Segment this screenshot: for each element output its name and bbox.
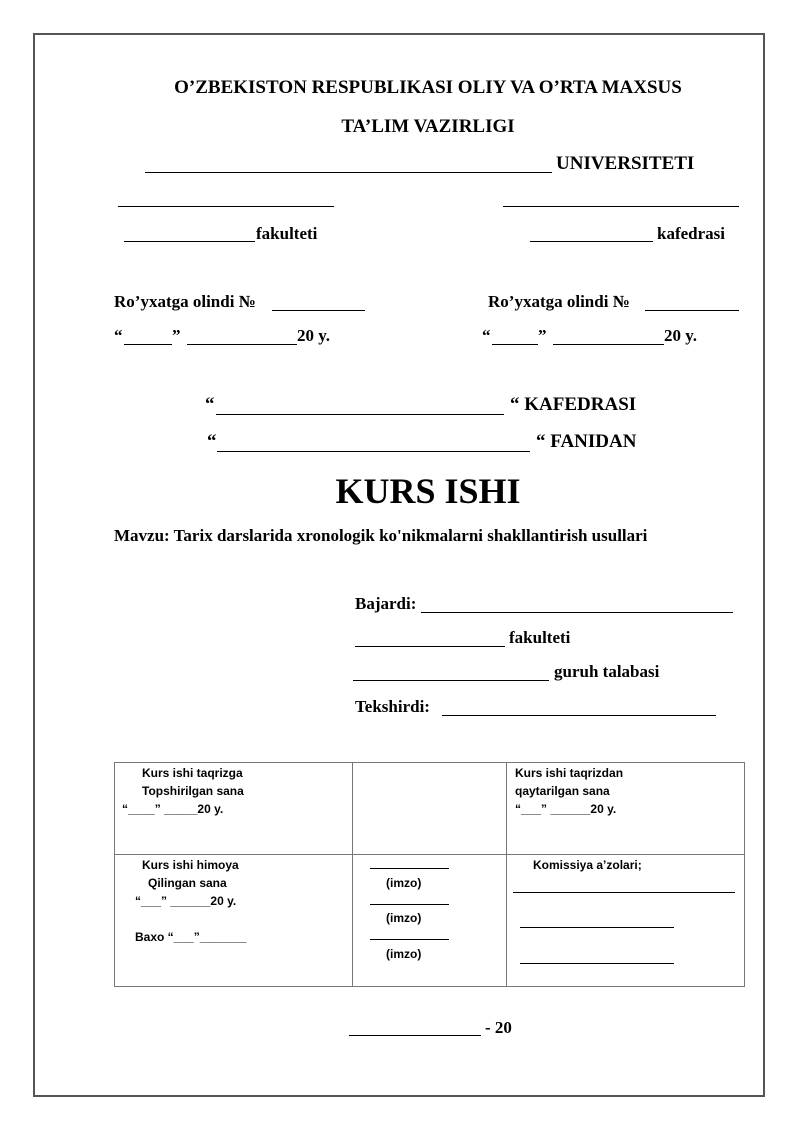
- signatures-cell: [353, 855, 507, 987]
- empty-cell: [353, 763, 507, 855]
- faculty-blank: [124, 241, 255, 242]
- topic-text: Mavzu: Tarix darslarida xronologik ko'nikmalarni shakllantirish usullari: [114, 526, 648, 545]
- defense-date: “___” ______20 y.: [135, 894, 237, 908]
- kafedra-name-blank: [216, 414, 504, 415]
- grade-field: Baxo “___”_______: [135, 930, 247, 944]
- document-title: KURS ISHI: [335, 471, 521, 511]
- commission-label: Komissiya a’zolari;: [533, 858, 642, 872]
- right-blank-line: [503, 206, 739, 207]
- signature-line-2: [370, 904, 449, 905]
- review-returned-line2: qaytarilgan sana: [515, 784, 610, 798]
- reg-left-quote-close: ”: [172, 326, 181, 345]
- review-table: [114, 762, 745, 987]
- fanidan-label: “ FANIDAN: [536, 431, 637, 452]
- defense-line1: Kurs ishi himoya: [142, 858, 239, 872]
- registration-right-number-blank: [645, 310, 739, 311]
- footer-year: - 20: [485, 1018, 512, 1037]
- reg-left-quote-open: “: [114, 326, 123, 345]
- group-blank: [353, 680, 549, 681]
- defense-line2: Qilingan sana: [148, 876, 227, 890]
- ministry-line-2: TA’LIM VAZIRLIGI: [341, 116, 515, 137]
- signature-line-3: [370, 939, 449, 940]
- commission-line-1: [513, 892, 735, 893]
- group-label: guruh talabasi: [554, 662, 660, 681]
- bajardi-blank: [421, 612, 733, 613]
- reg-right-day-blank: [492, 344, 538, 345]
- student-faculty-blank: [355, 646, 505, 647]
- left-blank-line: [118, 206, 334, 207]
- commission-line-2: [520, 927, 674, 928]
- imzo-label-2: (imzo): [386, 911, 422, 925]
- reg-right-year: 20 y.: [664, 326, 698, 345]
- fanidan-quote-open: “: [207, 431, 217, 452]
- reg-right-quote-close: ”: [538, 326, 547, 345]
- registration-left-label: Ro’yxatga olindi №: [114, 292, 256, 311]
- tekshirdi-label: Tekshirdi:: [355, 697, 430, 716]
- imzo-label-1: (imzo): [386, 876, 422, 890]
- registration-right-label: Ro’yxatga olindi №: [488, 292, 630, 311]
- reg-right-quote-open: “: [482, 326, 491, 345]
- review-submitted-line2: Topshirilgan sana: [142, 784, 244, 798]
- kafedra-label: “ KAFEDRASI: [510, 394, 637, 415]
- university-label: UNIVERSITETI: [556, 153, 695, 174]
- department-label: kafedrasi: [657, 224, 725, 243]
- student-faculty-label: fakulteti: [509, 628, 571, 647]
- registration-left-number-blank: [272, 310, 365, 311]
- review-returned-cell: [507, 763, 745, 855]
- kafedra-quote-open: “: [205, 394, 215, 415]
- reg-left-month-blank: [187, 344, 297, 345]
- reg-left-year: 20 y.: [297, 326, 331, 345]
- university-name-blank: [145, 172, 552, 173]
- review-returned-line1: Kurs ishi taqrizdan: [515, 766, 624, 780]
- tekshirdi-blank: [442, 715, 716, 716]
- defense-cell: [115, 855, 353, 987]
- ministry-line-1: O’ZBEKISTON RESPUBLIKASI OLIY VA O’RTA MAXSUS: [174, 77, 682, 98]
- commission-line-3: [520, 963, 674, 964]
- review-submitted-date: “____” _____20 y.: [122, 802, 224, 816]
- department-blank: [530, 241, 653, 242]
- footer-place-blank: [349, 1035, 481, 1036]
- reg-right-month-blank: [553, 344, 664, 345]
- review-submitted-cell: [115, 763, 353, 855]
- reg-left-day-blank: [124, 344, 172, 345]
- review-returned-date: “___” ______20 y.: [515, 802, 617, 816]
- bajardi-label: Bajardi:: [355, 594, 417, 613]
- faculty-label: fakulteti: [256, 224, 318, 243]
- commission-cell: [507, 855, 745, 987]
- fanidan-name-blank: [217, 451, 530, 452]
- signature-line-1: [370, 868, 449, 869]
- imzo-label-3: (imzo): [386, 947, 422, 961]
- review-submitted-line1: Kurs ishi taqrizga: [142, 766, 243, 780]
